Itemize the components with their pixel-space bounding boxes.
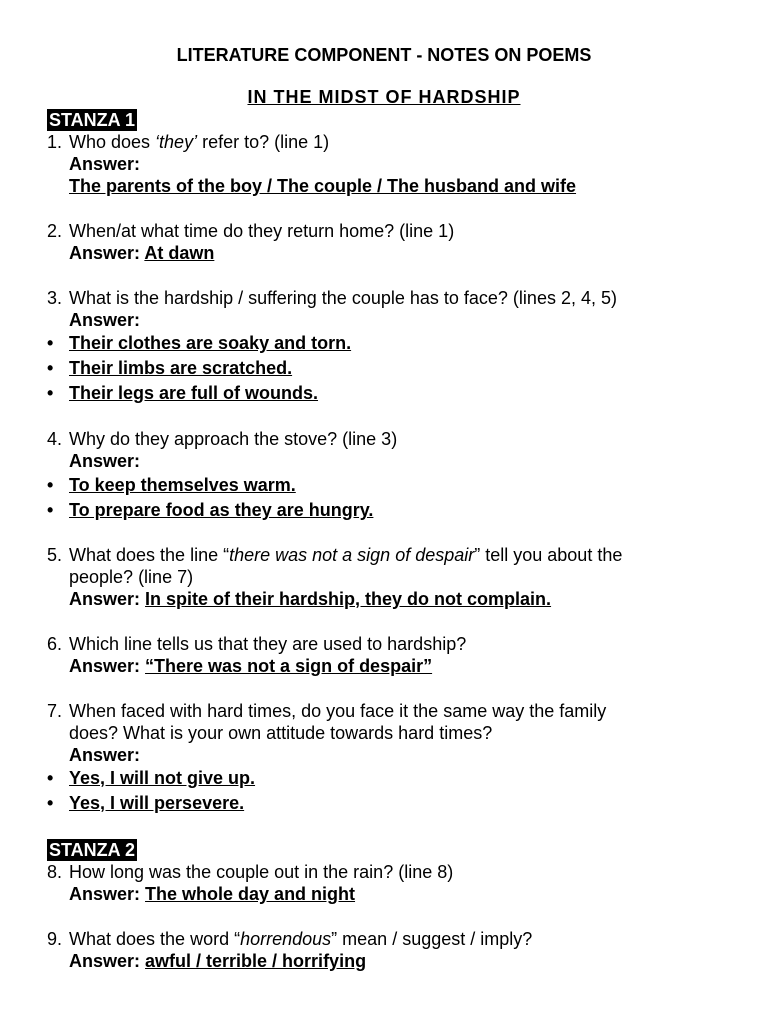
answer-5 [69,588,551,610]
question-2 [47,220,747,242]
question-4 [47,428,747,450]
question-8 [47,861,747,883]
question-5 [47,544,747,588]
answer-label: Answer: [69,589,141,609]
answer-text: The whole day and night [145,884,356,904]
question-number: 3. [47,288,63,308]
question-text-line-2: does? What is your own attitude towards hard times? [69,723,493,743]
bullet-icon: • [47,793,54,813]
bullet-icon: • [47,383,54,403]
question-6 [47,633,747,655]
answer-label: Answer: [69,745,141,765]
question-number: 8. [47,862,63,882]
question-number: 9. [47,929,63,949]
bullet-icon: • [47,500,54,520]
question-1 [47,131,747,153]
question-text: How long was the couple out in the rain? (line 8) [69,862,454,882]
question-text: ” mean / suggest / imply? [331,929,533,949]
question-7 [47,700,747,744]
bullet-icon: • [47,358,54,378]
answer-text: Yes, I will not give up. [69,768,256,788]
stanza-1-label: STANZA 1 [49,110,136,130]
question-text: ” tell you about the [474,545,623,565]
answer-text: At dawn [144,243,215,263]
answer-label: Answer: [69,656,141,676]
answer-1 [69,175,576,197]
answer-text: To keep themselves warm. [69,475,296,495]
answer-label: Answer: [69,154,141,174]
bullet-icon: • [47,768,54,788]
question-text: Why do they approach the stove? (line 3) [69,429,398,449]
answer-bullet [47,357,292,379]
answer-bullet [47,499,373,521]
answer-label: Answer: [69,451,141,471]
bullet-icon: • [47,475,54,495]
answer-bullet [47,792,244,814]
question-text: What is the hardship / suffering the couple has to face? (lines 2, 4, 5) [69,288,617,308]
question-text: When faced with hard times, do you face it the same way the family [69,701,607,721]
answer-label: Answer: [69,951,141,971]
answer-bullet [47,474,296,496]
poem-title: IN THE MIDST OF HARDSHIP [247,87,521,107]
answer-8 [69,883,355,905]
answer-bullet [47,382,318,404]
question-text: What does the line “ [69,545,230,565]
answer-text: In spite of their hardship, they do not complain. [145,589,552,609]
question-emphasis: horrendous [240,929,332,949]
page-title: LITERATURE COMPONENT - NOTES ON POEMS [176,45,592,65]
question-text: Which line tells us that they are used to hardship? [69,634,467,654]
question-emphasis: ‘they’ [155,132,198,152]
answer-text: To prepare food as they are hungry. [69,500,374,520]
answer-label: Answer: [69,310,141,330]
question-3 [47,287,747,309]
answer-bullet [47,332,351,354]
answer-text: awful / terrible / horrifying [145,951,367,971]
question-number: 1. [47,132,63,152]
answer-9 [69,950,366,972]
answer-text: Yes, I will persevere. [69,793,245,813]
question-9 [47,928,747,950]
answer-2 [69,242,214,264]
question-text: What does the word “ [69,929,241,949]
question-text-line-2: people? (line 7) [69,567,194,587]
question-text: refer to? (line 1) [197,132,330,152]
question-number: 4. [47,429,63,449]
question-text: When/at what time do they return home? (line 1) [69,221,455,241]
answer-text: “There was not a sign of despair” [145,656,433,676]
answer-label: Answer: [69,243,141,263]
question-number: 6. [47,634,63,654]
answer-6 [69,655,432,677]
stanza-2-label: STANZA 2 [49,840,136,860]
answer-bullet [47,767,255,789]
bullet-icon: • [47,333,54,353]
answer-text: Their clothes are soaky and torn. [69,333,352,353]
answer-text: Their limbs are scratched. [69,358,293,378]
question-number: 2. [47,221,63,241]
question-number: 5. [47,545,63,565]
question-emphasis: there was not a sign of despair [229,545,475,565]
answer-text: The parents of the boy / The couple / The husband and wife [69,176,577,196]
answer-label: Answer: [69,884,141,904]
answer-text: Their legs are full of wounds. [69,383,319,403]
question-number: 7. [47,701,63,721]
question-text: Who does [69,132,156,152]
